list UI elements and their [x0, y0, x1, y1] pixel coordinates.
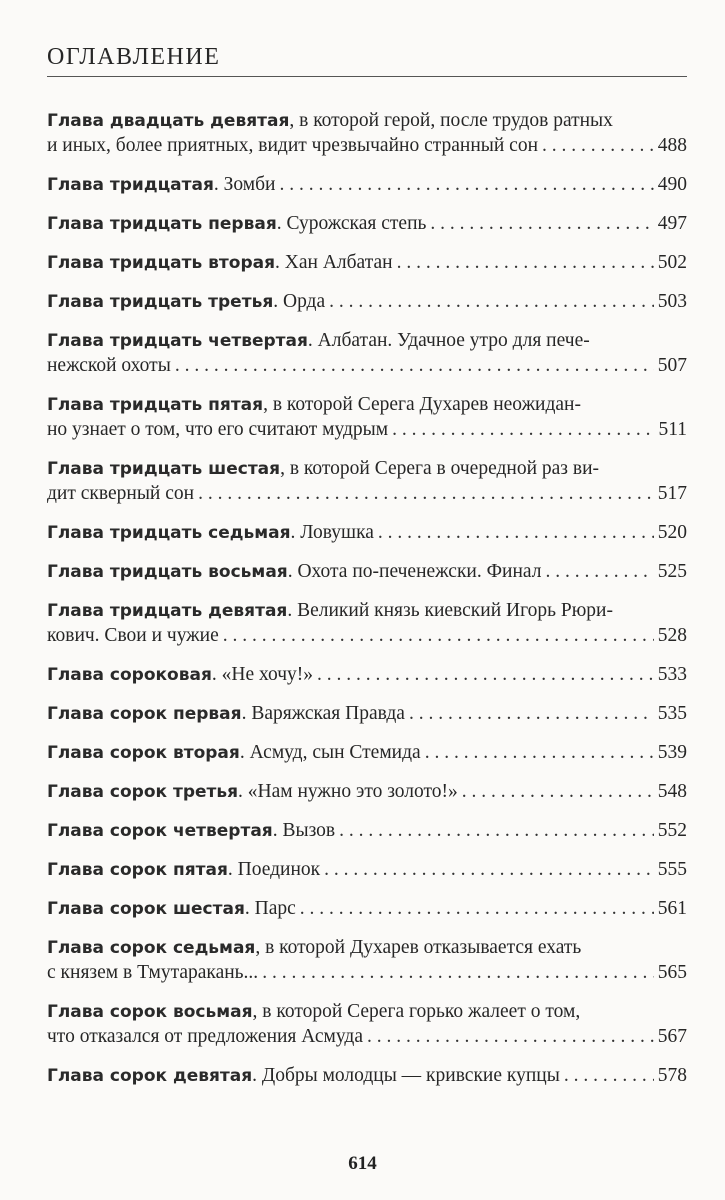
dot-leader: [425, 740, 654, 765]
page-ref: 488: [657, 135, 687, 156]
dot-leader: [198, 481, 654, 506]
toc-entry[interactable]: [47, 598, 687, 648]
chapter-subtitle: . Орда: [273, 291, 326, 312]
chapter-subtitle: . Поединок: [227, 859, 321, 880]
chapter-title: Глава сорок шестая: [47, 899, 245, 919]
page-ref: 528: [657, 625, 687, 646]
page-ref: 567: [657, 1026, 687, 1047]
toc-entry[interactable]: [47, 857, 687, 882]
dot-leader: [367, 1024, 654, 1049]
chapter-title: Глава тридцать вторая: [47, 253, 276, 273]
page-ref: 525: [657, 561, 687, 582]
toc-entry[interactable]: [47, 662, 687, 687]
chapter-subtitle: . Хан Албатан: [275, 252, 393, 273]
page-ref: 565: [657, 962, 687, 983]
dot-leader: [223, 623, 654, 648]
chapter-title: Глава сороковая: [47, 665, 212, 685]
dot-leader: [409, 701, 654, 726]
chapter-title: Глава сорок девятая: [47, 1066, 253, 1086]
chapter-title: Глава сорок третья: [47, 782, 239, 802]
dot-leader: [175, 353, 654, 378]
page-number: 614: [348, 1153, 377, 1174]
dot-leader: [280, 172, 654, 197]
chapter-title: Глава сорок четвертая: [47, 821, 273, 841]
header-rule: [47, 76, 687, 77]
chapter-subtitle: . Зомби: [213, 174, 276, 195]
chapter-subtitle: . Добры молодцы — кривские купцы: [252, 1065, 560, 1086]
chapter-title: Глава тридцать восьмая: [47, 562, 288, 582]
dot-leader: [339, 818, 654, 843]
chapter-subtitle-line2: кович. Свои и чужие: [47, 625, 219, 646]
toc-entry[interactable]: [47, 559, 687, 584]
dot-leader: [262, 960, 654, 985]
page-ref: 533: [657, 664, 687, 685]
chapter-subtitle-line1: , в которой герой, после трудов ратных: [289, 110, 613, 131]
toc-entry[interactable]: [47, 250, 687, 275]
chapter-subtitle-line2: нежской охоты: [47, 355, 171, 376]
chapter-subtitle-line1: , в которой Серега в очередной раз ви-: [280, 458, 600, 479]
page-ref: 490: [657, 174, 687, 195]
chapter-subtitle-line1: , в которой Серега Духарев неожидан-: [263, 394, 581, 415]
chapter-subtitle: . Сурожская степь: [276, 213, 427, 234]
page-ref: 502: [657, 252, 687, 273]
chapter-subtitle-line2: но узнает о том, что его считают мудрым: [47, 419, 389, 440]
chapter-subtitle-line2: с князем в Тмутаракань...: [47, 962, 259, 983]
chapter-subtitle: . Ловушка: [290, 522, 374, 543]
chapter-title: Глава двадцать девятая: [47, 111, 290, 131]
toc-entry[interactable]: [47, 1063, 687, 1088]
chapter-subtitle: . «Не хочу!»: [211, 664, 314, 685]
page-title: ОГЛАВЛЕНИЕ: [47, 44, 221, 70]
toc-entry[interactable]: [47, 172, 687, 197]
chapter-title: Глава сорок первая: [47, 704, 242, 724]
dot-leader: [462, 779, 654, 804]
page-ref: 555: [657, 859, 687, 880]
page-ref: 578: [657, 1065, 687, 1086]
chapter-subtitle: . Вызов: [272, 820, 336, 841]
chapter-subtitle: . Варяжская Правда: [241, 703, 405, 724]
chapter-title: Глава сорок пятая: [47, 860, 228, 880]
page-ref: 539: [657, 742, 687, 763]
dot-leader: [392, 417, 654, 442]
toc-entry[interactable]: [47, 818, 687, 843]
page-ref: 517: [657, 483, 687, 504]
chapter-title: Глава тридцать пятая: [47, 395, 264, 415]
chapter-title: Глава тридцатая: [47, 175, 214, 195]
dot-leader: [378, 520, 654, 545]
page-ref: 548: [657, 781, 687, 802]
toc-entry[interactable]: [47, 211, 687, 236]
chapter-subtitle: . Асмуд, сын Стемида: [239, 742, 421, 763]
toc-entry[interactable]: [47, 108, 687, 158]
toc-entry[interactable]: [47, 779, 687, 804]
chapter-subtitle-line1: . Албатан. Удачное утро для пече-: [307, 330, 590, 351]
table-of-contents: [47, 108, 687, 1102]
page-ref: 561: [657, 898, 687, 919]
chapter-title: Глава сорок восьмая: [47, 1002, 253, 1022]
toc-entry[interactable]: [47, 456, 687, 506]
chapter-subtitle: . Парс: [244, 898, 296, 919]
toc-entry[interactable]: [47, 740, 687, 765]
toc-entry[interactable]: [47, 701, 687, 726]
chapter-subtitle: . «Нам нужно это золото!»: [238, 781, 458, 802]
chapter-title: Глава тридцать четвертая: [47, 331, 308, 351]
toc-entry[interactable]: [47, 999, 687, 1049]
dot-leader: [564, 1063, 654, 1088]
chapter-subtitle-line1: . Великий князь киевский Игорь Рюри-: [287, 600, 613, 621]
page-ref: 511: [658, 419, 687, 440]
toc-entry[interactable]: [47, 520, 687, 545]
page-ref: 497: [657, 213, 687, 234]
toc-entry[interactable]: [47, 328, 687, 378]
chapter-title: Глава сорок седьмая: [47, 938, 256, 958]
toc-entry[interactable]: [47, 289, 687, 314]
chapter-subtitle-line1: , в которой Серега горько жалеет о том,: [252, 1001, 581, 1022]
chapter-subtitle-line2: дит скверный сон: [47, 483, 195, 504]
chapter-title: Глава тридцать седьмая: [47, 523, 291, 543]
page-ref: 520: [657, 522, 687, 543]
dot-leader: [300, 896, 654, 921]
toc-entry[interactable]: [47, 392, 687, 442]
dot-leader: [542, 133, 654, 158]
chapter-title: Глава тридцать первая: [47, 214, 277, 234]
page-ref: 503: [657, 291, 687, 312]
dot-leader: [397, 250, 654, 275]
chapter-title: Глава тридцать шестая: [47, 459, 281, 479]
dot-leader: [430, 211, 653, 236]
chapter-title: Глава тридцать девятая: [47, 601, 288, 621]
dot-leader: [324, 857, 654, 882]
chapter-title: Глава тридцать третья: [47, 292, 274, 312]
toc-entry[interactable]: [47, 896, 687, 921]
chapter-subtitle-line2: и иных, более приятных, видит чрезвычайно странный сон: [47, 135, 539, 156]
chapter-subtitle: . Охота по-печенежски. Финал: [287, 561, 542, 582]
dot-leader: [545, 559, 653, 584]
page-ref: 535: [657, 703, 687, 724]
page-ref: 507: [657, 355, 687, 376]
toc-entry[interactable]: [47, 935, 687, 985]
page-ref: 552: [657, 820, 687, 841]
chapter-subtitle-line2: что отказался от предложения Асмуда: [47, 1026, 363, 1047]
chapter-subtitle-line1: , в которой Духарев отказывается ехать: [255, 937, 582, 958]
chapter-title: Глава сорок вторая: [47, 743, 240, 763]
dot-leader: [329, 289, 654, 314]
dot-leader: [317, 662, 654, 687]
